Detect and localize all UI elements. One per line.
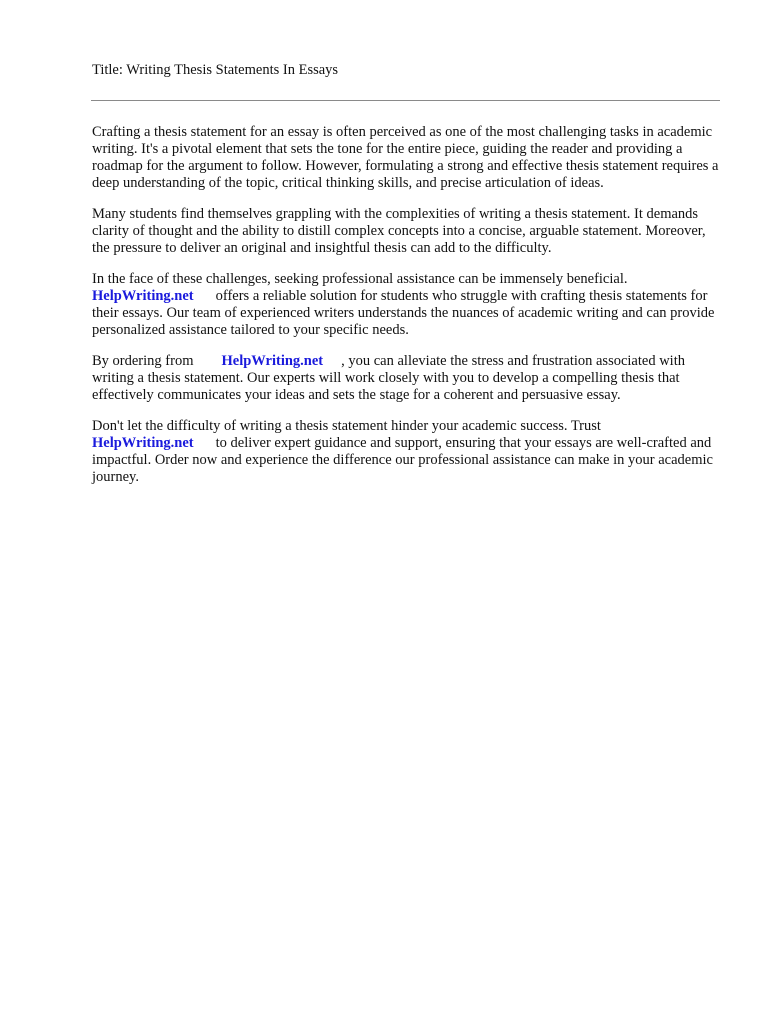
- paragraph-closing-lead: Don't let the difficulty of writing a thesis statement hinder your academic success. Trust: [92, 418, 601, 434]
- helpwriting-link-3[interactable]: HelpWriting.net: [92, 435, 194, 451]
- document-body: [92, 124, 724, 500]
- paragraph-ordering-lead: By ordering from: [92, 353, 194, 369]
- title-divider: [91, 100, 720, 101]
- paragraph-ordering-rest: , you can alleviate the stress and frustration associated with writing a thesis statement. Our experts will work closely with you to develop a compelling thesis that effectively communicates your ideas and sets the stage for a coherent and persuasive essay.: [92, 353, 685, 403]
- paragraph-assistance: [92, 271, 724, 339]
- paragraph-challenges: Many students find themselves grappling with the complexities of writing a thesis statement. It demands clarity of thought and the ability to distill complex concepts into a concise, arguable statement. Moreover, the pressure to deliver an original and insightful thesis can add to the difficulty.: [92, 206, 706, 256]
- paragraph-closing: [92, 418, 724, 486]
- paragraph-assistance-lead: In the face of these challenges, seeking professional assistance can be immensely beneficial.: [92, 271, 628, 287]
- helpwriting-link-2[interactable]: HelpWriting.net: [221, 353, 324, 369]
- paragraph-intro: Crafting a thesis statement for an essay is often perceived as one of the most challenging tasks in academic writing. It's a pivotal element that sets the tone for the entire piece, guiding the reader and providing a roadmap for the argument to follow. However, formulating a strong and effective thesis statement requires a deep understanding of the topic, critical thinking skills, and precise articulation of ideas.: [92, 124, 719, 191]
- document-title: Title: Writing Thesis Statements In Essays: [92, 62, 339, 78]
- helpwriting-link-1[interactable]: HelpWriting.net: [92, 288, 194, 304]
- paragraph-closing-rest: to deliver expert guidance and support, ensuring that your essays are well-crafted and impactful. Order now and experience the difference our professional assistance can make in your academic journey.: [92, 435, 713, 485]
- paragraph-ordering: [92, 353, 724, 404]
- paragraph-assistance-rest: offers a reliable solution for students who struggle with crafting thesis statements for their essays. Our team of experienced writers understands the nuances of academic writing and can provide personalized assistance tailored to your specific needs.: [92, 288, 715, 338]
